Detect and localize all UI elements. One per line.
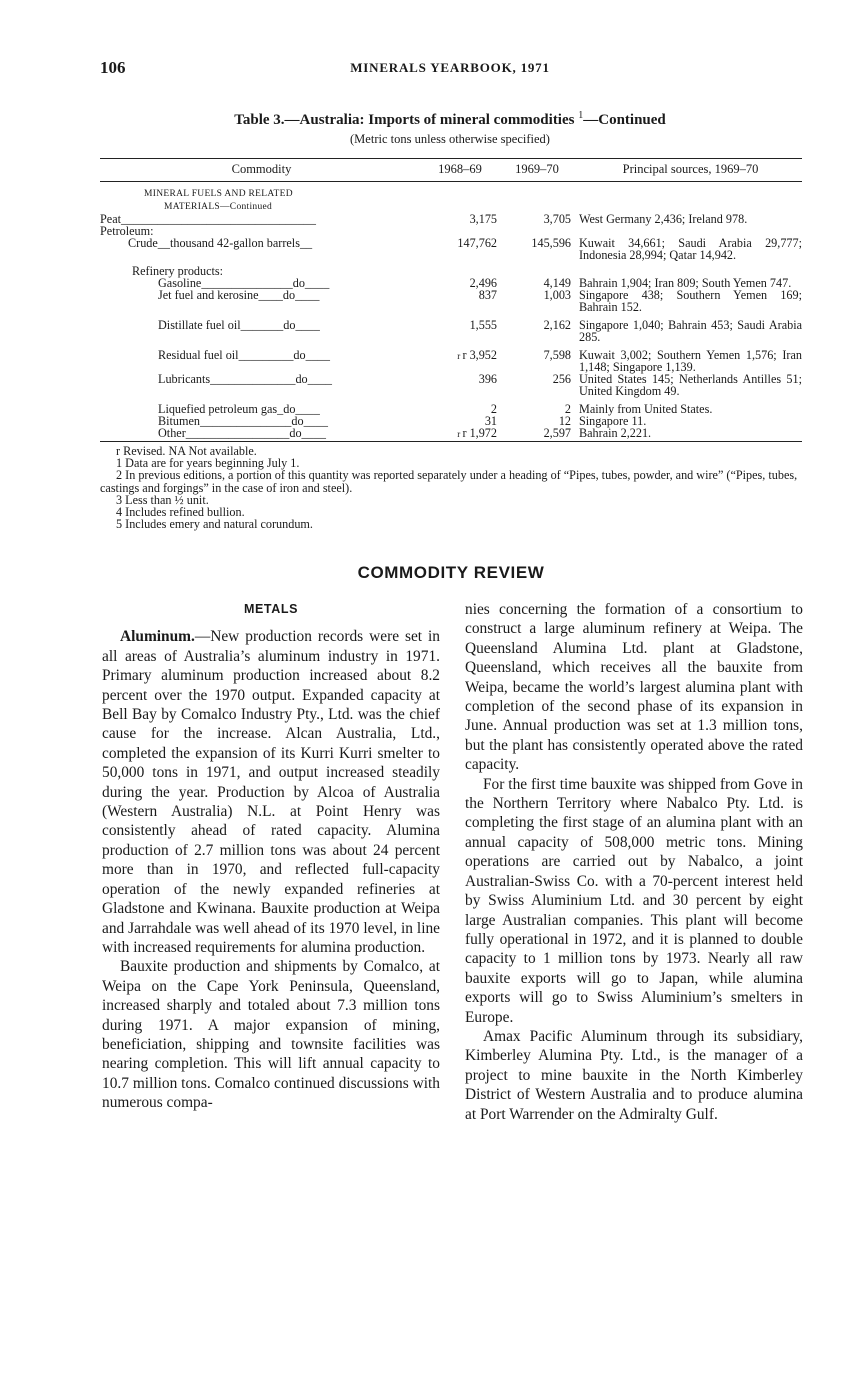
table-row: Gasoline_______________do____ 2,496 4,149 Bahrain 1,904; Iran 809; South Yemen 747. xyxy=(158,276,792,290)
section-label: MINERAL FUELS AND RELATED xyxy=(144,189,293,199)
table-row: Crude__thousand 42-gallon barrels__ 147,762 145,596 Kuwait 34,661; Saudi Arabia 29,777; Indonesia 28,994; Qatar 14,942. xyxy=(128,236,802,262)
col-header-1969-70: 1969–70 xyxy=(503,159,579,182)
footnote: 3 Less than ½ unit. xyxy=(116,492,209,507)
subsection-title: METALS xyxy=(243,602,299,616)
text-column-right xyxy=(465,600,803,1124)
table-subtitle: (Metric tons unless otherwise specified) xyxy=(350,132,550,146)
text-column-left xyxy=(102,600,440,1113)
table-row: Jet fuel and kerosine____do____ 837 1,003 Singapore 438; Southern Yemen 169; Bahrain 152. xyxy=(158,288,802,314)
table-row: Lubricants______________do____ 396 256 United States 145; Netherlands Antilles 51; United Kingdom 49. xyxy=(158,372,802,398)
col-header-1968-69: 1968–69 xyxy=(423,159,503,182)
table-header-row xyxy=(100,159,802,182)
page-header xyxy=(100,58,800,80)
table-row: Other_________________do____ r r 1,972 2,597 Bahrain 2,221. xyxy=(100,427,802,442)
col-header-sources: Principal sources, 1969–70 xyxy=(579,159,802,182)
paragraph: Bauxite production and shipments by Comalco, at Weipa on the Cape York Peninsula, Queensland, increased sharply and totaled about 7.3 million tons during 1971. A major expansion of mining, beneficiation, shipping and townsite facilities was nearing completion. This will lift annual capacity to 10.7 million tons. Comalco continued discussions with numerous compa- xyxy=(102,958,440,1112)
paragraph: For the first time bauxite was shipped from Gove in the Northern Territory where Nabalco Pty. Ltd. is completing the first stage of an alumina plant with an annual capacity of 508,000 metric tons. Mining operations are carried out by Nabalco, a joint Australian-Swiss Co. with a 70-percent interest held by Swiss Aluminium Ltd. and 30 percent by eight large Australian companies. This plant will become fully operational in 1972, and it is planned to double capacity to 1 million tons by 1973. Nearly all raw bauxite exports will go to Japan, while alumina exports will go to Swiss Aluminium’s smelters in Europe. xyxy=(465,775,803,1026)
table-row: Peat________________________________ 3,175 3,705 West Germany 2,436; Ireland 978. xyxy=(100,212,748,226)
table-row: Bitumen_______________do____ 31 12 Singapore 11. xyxy=(158,414,647,428)
footnote: 2 In previous editions, a portion of this quantity was reported separately under a heading of “Pipes, tubes, powder, and wire” (“Pipes, tubes, castings and forgings” in the case of iron and steel). xyxy=(100,468,798,495)
section-title: COMMODITY REVIEW xyxy=(357,563,545,582)
imports-table xyxy=(100,158,802,442)
page-number: 106 xyxy=(100,58,126,77)
table-row: Liquefied petroleum gas_do____ 2 2 Mainly from United States. xyxy=(158,402,713,416)
table-title: Table 3.—Australia: Imports of mineral commodities $^1$—Continued xyxy=(234,110,666,128)
col-header-commodity: Commodity xyxy=(100,159,423,182)
table-footnotes xyxy=(100,445,802,530)
table-row: Petroleum: xyxy=(100,224,154,238)
table-row: Refinery products: xyxy=(132,264,224,278)
paragraph: Amax Pacific Aluminum through its subsidiary, Kimberley Alumina Pty. Ltd., is the manager of a project to mine bauxite in the North Kimberley District of Western Australia and to produce alumina at Port Warrender on the Admiralty Gulf. xyxy=(465,1027,803,1123)
paragraph: nies concerning the formation of a consortium to construct a large aluminum refinery at Weipa. The Queensland Alumina Ltd. plant at Gladstone, Queensland, which receives all the bauxite from Weipa, became the world’s largest alumina plant with completion of the second phase of its expansion in June. Annual production was set at 1.3 million tons, but the plant has consistently operated above the rated capacity. xyxy=(465,601,803,774)
table-row: Residual fuel oil_________do____ r r 3,952 7,598 Kuwait 3,002; Southern Yemen 1,576; Iran 1,148; Singapore 1,139. xyxy=(158,348,802,374)
footnote: 1 Data are for years beginning July 1. xyxy=(116,456,300,471)
footnote: r Revised. NA Not available. xyxy=(116,444,257,458)
table-row: Distillate fuel oil_______do____ 1,555 2,162 Singapore 1,040; Bahrain 453; Saudi Arabia 285. xyxy=(158,318,802,344)
section-row: MINERAL FUELS AND RELATED MATERIALS—Continued xyxy=(100,189,802,213)
paragraph: Aluminum.—New production records were set in all areas of Australia’s aluminum industry in 1971. Primary aluminum production increased about 8.2 percent over the 1970 output. Expanded capacity at Bell Bay by Comalco Industry Pty., Ltd. was the chief cause for the increase. Alcan Australia, Ltd., completed the expansion of its Kurri Kurri smelter to 50,000 tons in 1971, and output increased steadily during the year. Production by Alcoa of Australia (Western Australia) N.L. at Point Henry was consistently ahead of rated capacity. Alumina production of 2.7 million tons was about 24 percent more than in 1970, and reflected full-capacity operation of the newly expanded refineries at Gladstone and Kwinana. Bauxite production at Weipa and Jarrahdale was well ahead of its 1970 level, in line with increased requirements for alumina production. xyxy=(102,628,440,956)
footnote: 5 Includes emery and natural corundum. xyxy=(116,517,313,532)
running-head: MINERALS YEARBOOK, 1971 xyxy=(350,60,550,75)
footnote: 4 Includes refined bullion. xyxy=(116,505,245,520)
